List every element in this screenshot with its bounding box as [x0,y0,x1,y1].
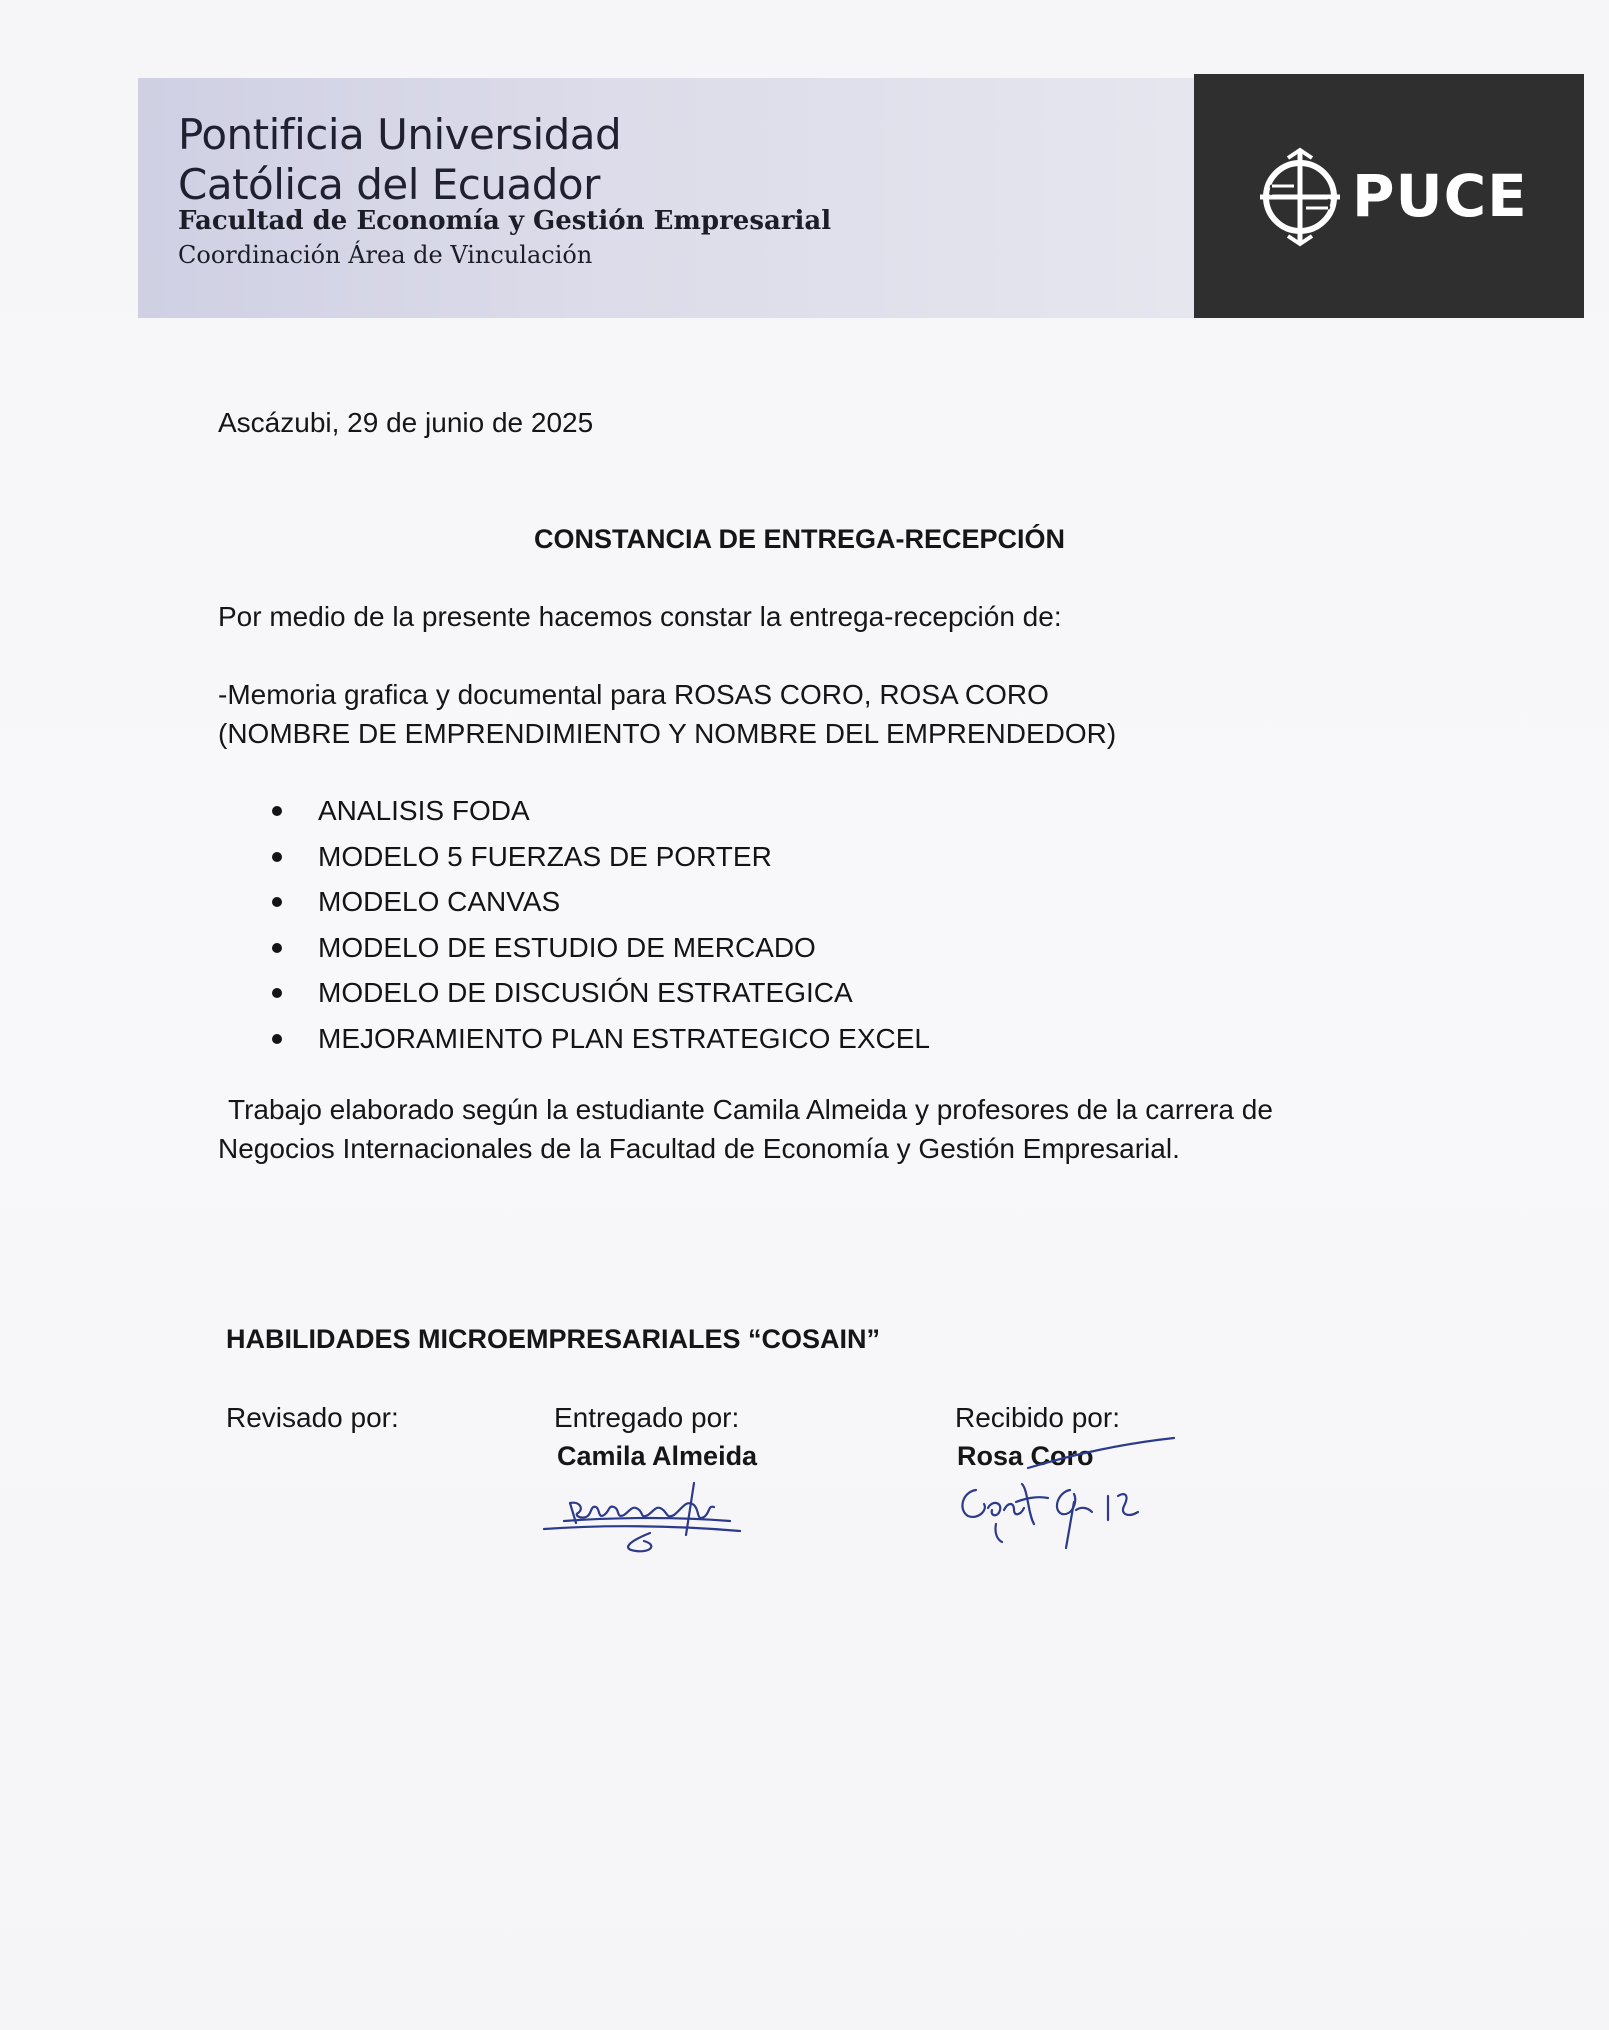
program-name: HABILIDADES MICROEMPRESARIALES “COSAIN” [226,1324,881,1354]
bullet-icon [272,943,282,953]
faculty-name: Facultad de Economía y Gestión Empresarial [178,206,832,236]
list-item-label: ANALISIS FODA [318,795,530,826]
delivered-by-label: Entregado por: [554,1402,740,1433]
bullet-icon [272,806,282,816]
list-item [270,840,930,886]
list-item [270,931,930,977]
bullet-icon [272,852,282,862]
reviewed-by-label: Revisado por: [226,1402,399,1433]
list-item-label: MODELO DE DISCUSIÓN ESTRATEGICA [318,977,853,1008]
memoria-line-2: (NOMBRE DE EMPRENDIMIENTO Y NOMBRE DEL EMPRENDEDOR) [218,718,1117,749]
received-by-name: Rosa Coro [957,1441,1094,1471]
list-item [270,1022,930,1068]
list-item-label: MODELO 5 FUERZAS DE PORTER [318,840,772,872]
received-signature-icon [948,1430,1188,1560]
memoria-line-1: -Memoria grafica y documental para ROSAS CORO, ROSA CORO [218,679,1049,710]
list-item-label: MODELO CANVAS [318,886,561,917]
list-item [270,794,930,840]
puce-emblem-icon [1258,146,1342,248]
work-line-2: Negocios Internacionales de la Facultad de Economía y Gestión Empresarial. [218,1133,1180,1164]
list-item-label: MODELO DE ESTUDIO DE MERCADO [318,931,816,963]
received-by-label: Recibido por: [955,1402,1120,1433]
bullet-icon [272,897,282,907]
delivered-by-name: Camila Almeida [557,1441,758,1471]
bullet-icon [272,1034,282,1044]
document-title: CONSTANCIA DE ENTREGA-RECEPCIÓN [534,524,1066,554]
delivered-signature-icon [540,1475,760,1557]
intro-text: Por medio de la presente hacemos constar la entrega-recepción de: [218,601,1062,632]
deliverables-list [270,794,930,1067]
place-date: Ascázubi, 29 de junio de 2025 [218,407,594,438]
puce-logo-text: PUCE [1352,162,1528,230]
list-item [270,885,930,931]
list-item [270,976,930,1022]
university-name-line2: Católica del Ecuador [178,160,600,209]
work-line-1: Trabajo elaborado según la estudiante Camila Almeida y profesores de la carrera de [228,1094,1273,1125]
bullet-icon [272,988,282,998]
coordination-name: Coordinación Área de Vinculación [178,241,593,269]
university-name-line1: Pontificia Universidad [178,110,622,159]
list-item-label: MEJORAMIENTO PLAN ESTRATEGICO EXCEL [318,1022,930,1054]
